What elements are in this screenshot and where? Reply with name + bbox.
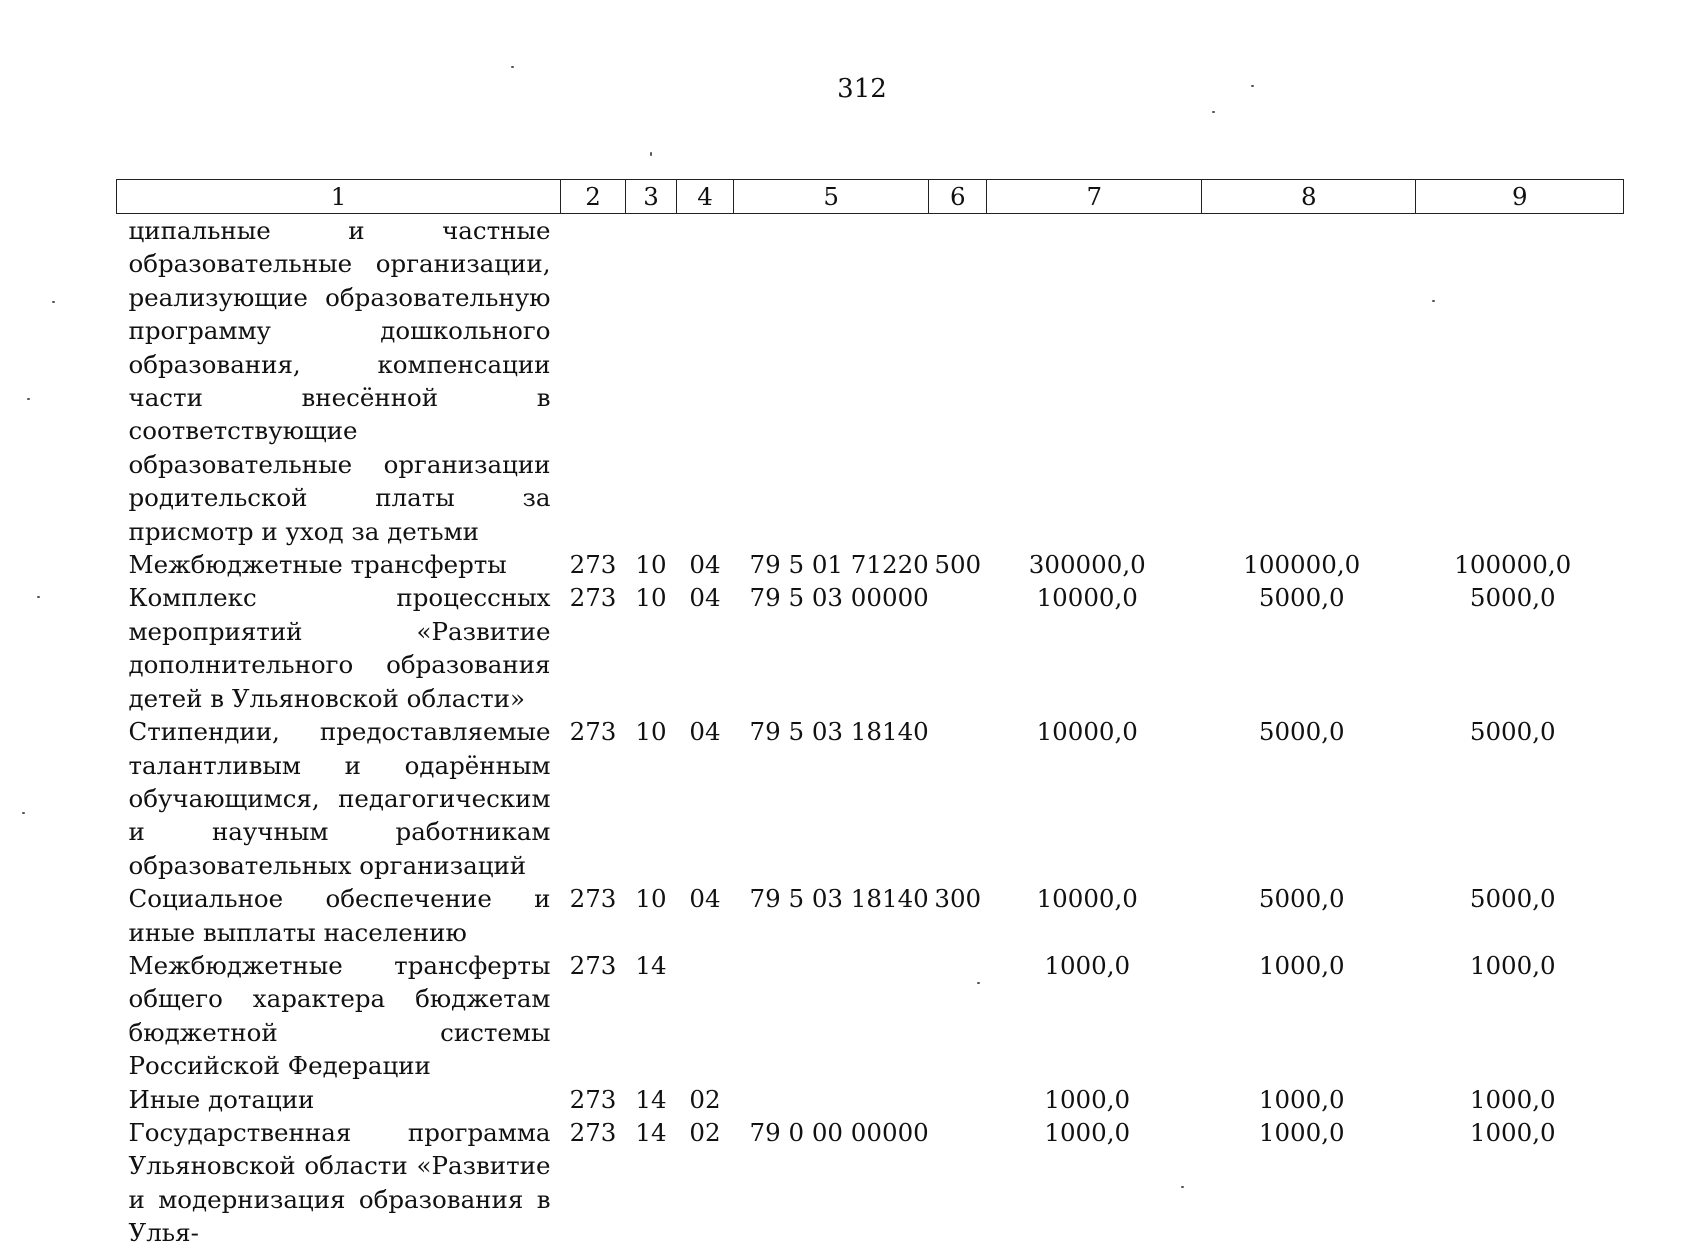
- scan-speck: [22, 812, 25, 814]
- amount-cell: 1000,0: [1258, 1084, 1345, 1114]
- amount-cell: [1416, 214, 1624, 549]
- amount-cell: 5000,0: [1258, 717, 1345, 747]
- code-cell: 04: [689, 550, 721, 580]
- expense-type-cell: [929, 1116, 987, 1250]
- table-row: [117, 214, 1624, 549]
- table-row: [117, 548, 1624, 581]
- table-row: [117, 1116, 1624, 1250]
- code-cell: 14: [635, 1084, 667, 1114]
- amount-cell: [1202, 214, 1416, 549]
- target-code-cell: [734, 214, 929, 549]
- target-code-cell: 79 5 03 18140: [749, 884, 929, 914]
- item-name-cell: ципальные и частные образовательные организации, реализующие образовательную программу дошкольного образования, компенсации части внесённой в соответствующие образовательные организации родительской платы за присмотр и уход за детьми: [128, 216, 551, 546]
- scan-speck: [511, 66, 514, 68]
- expense-type-cell: [929, 1083, 987, 1116]
- code-cell: 273: [569, 717, 617, 747]
- amount-cell: 5000,0: [1469, 717, 1556, 747]
- column-header: 4: [677, 180, 734, 214]
- code-cell: [677, 214, 734, 549]
- amount-cell: 100000,0: [1243, 550, 1361, 580]
- scan-speck: [52, 301, 55, 303]
- code-cell: 273: [569, 884, 617, 914]
- amount-cell: 100000,0: [1454, 550, 1572, 580]
- code-cell: 04: [689, 717, 721, 747]
- column-header: 8: [1202, 180, 1416, 214]
- amount-cell: 1000,0: [1469, 1117, 1556, 1147]
- amount-cell: 1000,0: [1044, 950, 1131, 980]
- column-header: 3: [626, 180, 677, 214]
- scan-speck: [650, 152, 652, 156]
- expense-type-cell: [929, 949, 987, 1083]
- code-cell: 04: [689, 884, 721, 914]
- table-row: [117, 1083, 1624, 1116]
- amount-cell: [987, 214, 1202, 549]
- code-cell: 10: [635, 583, 667, 613]
- table-row: [117, 882, 1624, 949]
- amount-cell: 300000,0: [1028, 550, 1146, 580]
- amount-cell: 1000,0: [1258, 1117, 1345, 1147]
- scan-speck: [1251, 85, 1254, 87]
- expense-type-cell: 300: [934, 884, 982, 914]
- expense-type-cell: [929, 214, 987, 549]
- column-header: 9: [1416, 180, 1624, 214]
- amount-cell: 10000,0: [1036, 884, 1138, 914]
- item-name-cell: Межбюджетные трансферты: [128, 550, 507, 580]
- code-cell: 14: [635, 950, 667, 980]
- expense-type-cell: 500: [934, 550, 982, 580]
- code-cell: 10: [635, 550, 667, 580]
- target-code-cell: 79 5 01 71220: [749, 550, 929, 580]
- item-name-cell: Межбюджетные трансферты общего характера бюджетам бюджетной системы Российской Федерации: [128, 950, 551, 1081]
- code-cell: 02: [689, 1084, 721, 1114]
- amount-cell: 1000,0: [1258, 950, 1345, 980]
- code-cell: 273: [569, 583, 617, 613]
- code-cell: 10: [635, 717, 667, 747]
- page-number: 312: [837, 74, 887, 104]
- table-row: [117, 949, 1624, 1083]
- amount-cell: 5000,0: [1258, 583, 1345, 613]
- code-cell: 14: [635, 1117, 667, 1147]
- amount-cell: 1000,0: [1044, 1084, 1131, 1114]
- code-cell: 273: [569, 550, 617, 580]
- target-code-cell: 79 5 03 00000: [749, 583, 929, 613]
- item-name-cell: Государственная программа Ульяновской области «Развитие и модернизация образования в Улья-: [128, 1117, 551, 1248]
- column-header: 7: [987, 180, 1202, 214]
- code-cell: [677, 949, 734, 1083]
- target-code-cell: [734, 949, 929, 1083]
- scan-speck: [37, 596, 40, 598]
- amount-cell: 5000,0: [1258, 884, 1345, 914]
- code-cell: 02: [689, 1117, 721, 1147]
- item-name-cell: Социальное обеспечение и иные выплаты населению: [128, 884, 551, 947]
- amount-cell: 1000,0: [1469, 1084, 1556, 1114]
- column-header: 6: [929, 180, 987, 214]
- target-code-cell: 79 0 00 00000: [749, 1117, 929, 1147]
- table-row: [117, 581, 1624, 715]
- code-cell: 273: [569, 1117, 617, 1147]
- amount-cell: 1000,0: [1044, 1117, 1131, 1147]
- item-name-cell: Комплекс процессных мероприятий «Развитие дополнительного образования детей в Ульяновской области»: [128, 583, 551, 713]
- column-header: 5: [734, 180, 929, 214]
- item-name-cell: Стипендии, предоставляемые талантливым и одарённым обучающимся, педагогическим и научным работникам образовательных организаций: [128, 717, 551, 880]
- column-header: 1: [117, 180, 561, 214]
- amount-cell: 10000,0: [1036, 583, 1138, 613]
- table-row: [117, 715, 1624, 882]
- budget-table: [116, 179, 1624, 1250]
- code-cell: 273: [569, 950, 617, 980]
- scan-speck: [27, 398, 30, 400]
- target-code-cell: 79 5 03 18140: [749, 717, 929, 747]
- item-name-cell: Иные дотации: [128, 1084, 315, 1114]
- code-cell: 273: [569, 1084, 617, 1114]
- column-header: 2: [561, 180, 626, 214]
- amount-cell: 5000,0: [1469, 884, 1556, 914]
- target-code-cell: [734, 1083, 929, 1116]
- header-row: [117, 180, 1624, 214]
- amount-cell: 5000,0: [1469, 583, 1556, 613]
- amount-cell: 1000,0: [1469, 950, 1556, 980]
- code-cell: 04: [689, 583, 721, 613]
- code-cell: [561, 214, 626, 549]
- expense-type-cell: [929, 715, 987, 882]
- expense-type-cell: [929, 581, 987, 715]
- amount-cell: 10000,0: [1036, 717, 1138, 747]
- scan-speck: [1212, 111, 1215, 113]
- code-cell: [626, 214, 677, 549]
- code-cell: 10: [635, 884, 667, 914]
